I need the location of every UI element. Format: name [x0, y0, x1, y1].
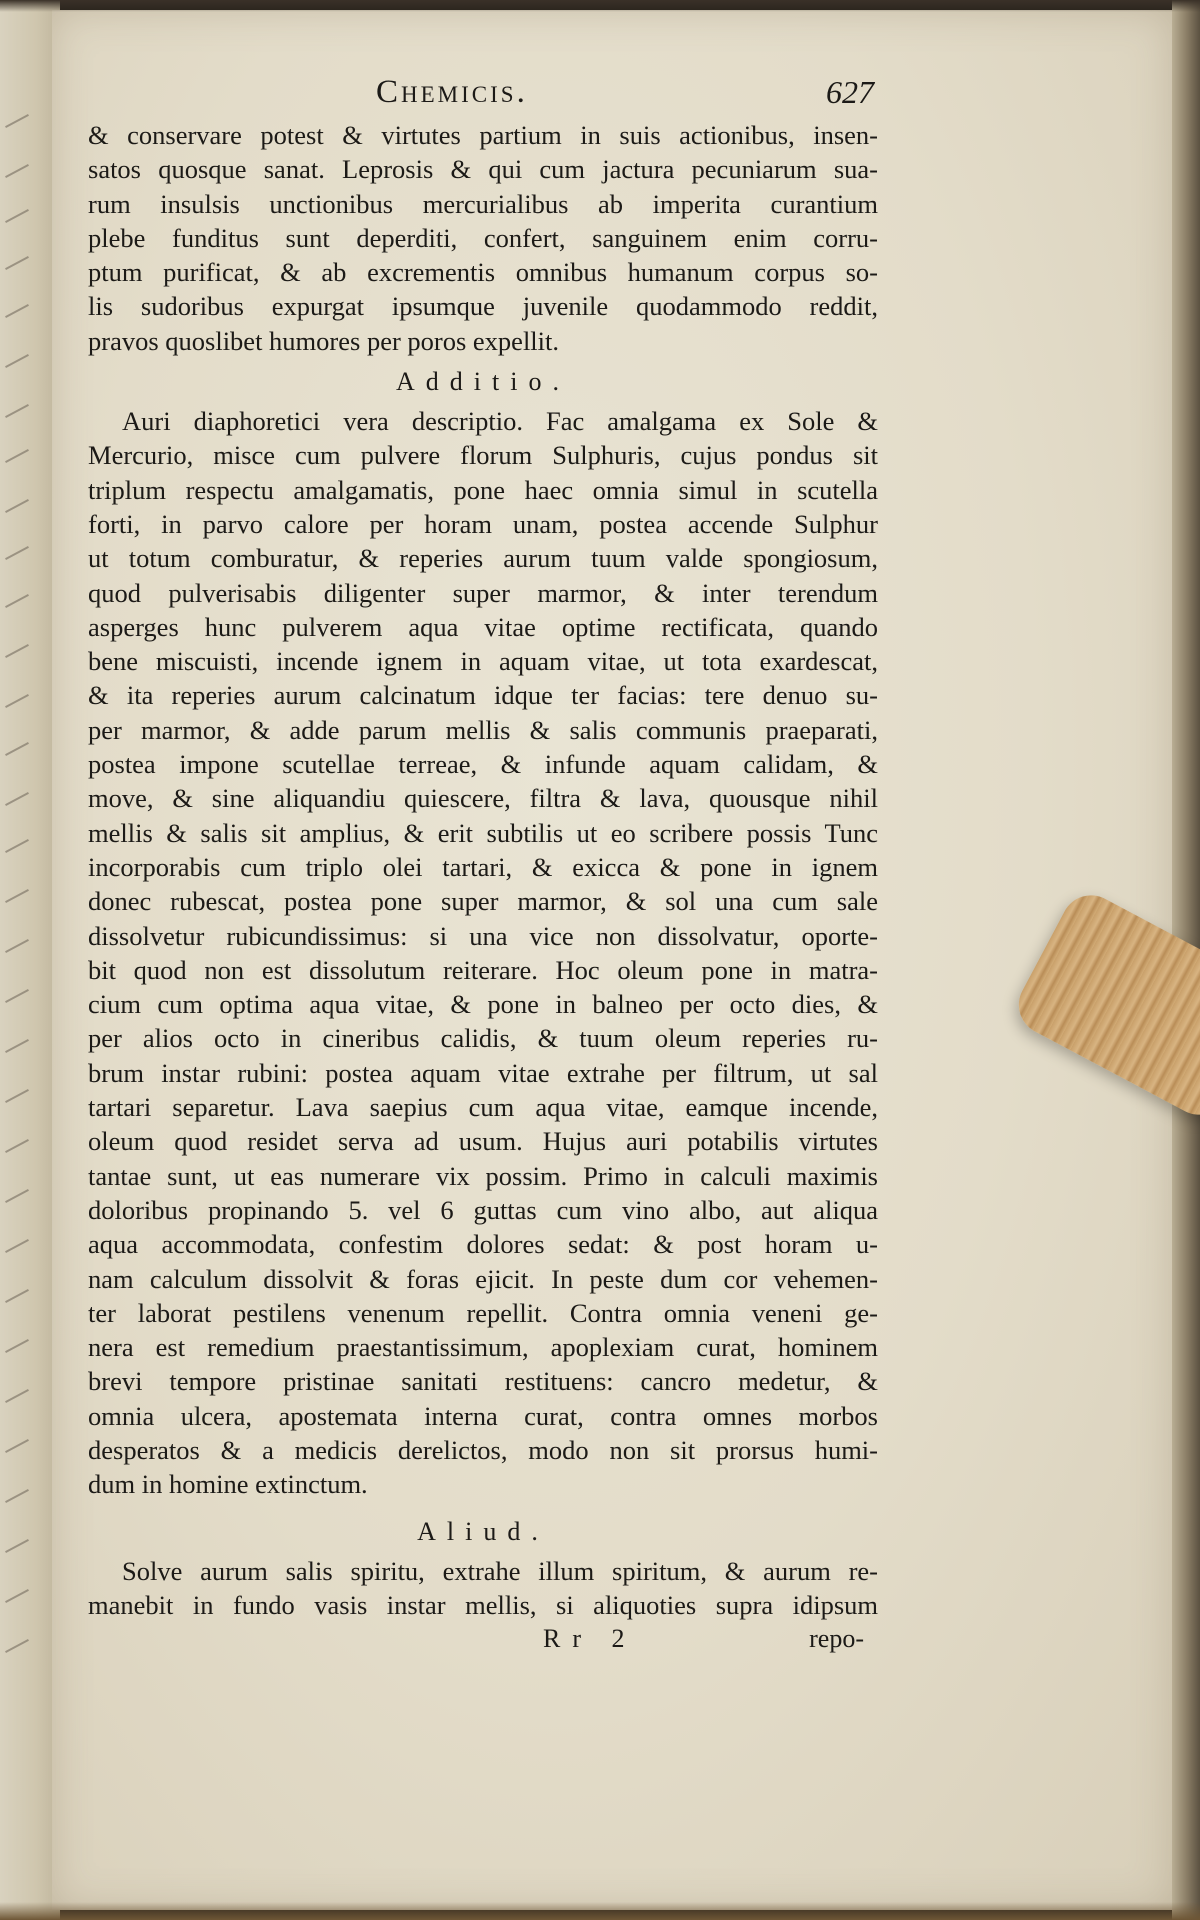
text-line: Auri diaphoretici vera descriptio. Fac amalgama ex Sole & — [122, 406, 878, 437]
top-shadow — [0, 0, 1200, 12]
text-line: mellis & salis sit amplius, & erit subtilis ut eo scribere possis Tunc — [88, 817, 878, 848]
bottom-shadow — [0, 1902, 1200, 1920]
text-line: plebe funditus sunt deperditi, confert, sanguinem enim corru- — [88, 222, 878, 253]
text-line: brevi tempore pristinae sanitati restituens: cancro medetur, & — [88, 1366, 878, 1397]
text-line: tartari separetur. Lava saepius cum aqua vitae, eamque incende, — [88, 1092, 878, 1123]
paragraph-3 — [88, 1554, 878, 1623]
text-line: forti, in parvo calore per horam unam, postea accende Sulphur — [88, 508, 878, 539]
text-line: Mercurio, misce cum pulvere florum Sulphuris, cujus pondus sit — [88, 440, 878, 471]
section-heading-additio: Additio. — [396, 367, 570, 397]
text-line: tantae sunt, ut eas numerare vix possim. Primo in calculi maximis — [88, 1160, 878, 1191]
text-line: rum insulsis unctionibus mercurialibus ab imperita curantium — [88, 188, 878, 219]
text-line: quod pulverisabis diligenter super marmor, & inter terendum — [88, 577, 878, 608]
text-line: oleum quod residet serva ad usum. Hujus auri potabilis virtutes — [88, 1126, 878, 1157]
printed-text — [88, 74, 878, 1658]
signature-mark: Rr 2 — [543, 1624, 637, 1654]
text-line: donec rubescat, postea pone super marmor, & sol una cum sale — [88, 886, 878, 917]
text-line: bene miscuisti, incende ignem in aquam vitae, ut tota exardescat, — [88, 646, 878, 677]
text-line: satos quosque sanat. Leprosis & qui cum jactura pecuniarum sua- — [88, 154, 878, 185]
text-line: lis sudoribus expurgat ipsumque juvenile quodammodo reddit, — [88, 291, 878, 322]
text-line: brum instar rubini: postea aquam vitae extrahe per filtrum, ut sal — [88, 1057, 878, 1088]
text-line: aqua accommodata, confestim dolores sedat: & post horam u- — [88, 1229, 878, 1260]
text-line: & conservare potest & virtutes partium in suis actionibus, insen- — [88, 120, 878, 150]
text-line: dum in homine extinctum. — [88, 1469, 368, 1500]
text-line: triplum respectu amalgamatis, pone haec omnia simul in scutella — [88, 474, 878, 505]
text-line: ter laborat pestilens venenum repellit. Contra omnia veneni ge- — [88, 1297, 878, 1328]
catchword: repo- — [809, 1624, 864, 1654]
text-line: pravos quoslibet humores per poros expellit. — [88, 325, 560, 356]
text-line: cium cum optima aqua vitae, & pone in balneo per octo dies, & — [88, 989, 878, 1020]
text-line: nera est remedium praestantissimum, apoplexiam curat, hominem — [88, 1332, 878, 1363]
text-line: nam calculum dissolvit & foras ejicit. In peste dum cor vehemen- — [88, 1263, 878, 1294]
text-line: per marmor, & adde parum mellis & salis communis praeparati, — [88, 714, 878, 745]
running-head-title: Chemicis. — [376, 74, 528, 110]
text-line: ut totum comburatur, & reperies aurum tuum valde spongiosum, — [88, 543, 878, 574]
page-number: 627 — [826, 74, 874, 110]
text-line: desperatos & a medicis derelictos, modo non sit prorsus humi- — [88, 1434, 878, 1465]
page-footer — [88, 1624, 878, 1658]
text-line: postea impone scutellae terreae, & infunde aquam calidam, & — [88, 749, 878, 780]
facing-page-edge — [0, 0, 60, 1920]
text-line: manebit in fundo vasis instar mellis, si aliquoties supra idipsum — [88, 1589, 878, 1620]
text-line: ptum purificat, & ab excrementis omnibus humanum corpus so- — [88, 257, 878, 288]
text-line: per alios octo in cineribus calidis, & tuum oleum reperies ru- — [88, 1023, 878, 1054]
running-head — [88, 74, 878, 118]
text-line: bit quod non est dissolutum reiterare. Hoc oleum pone in matra- — [88, 954, 878, 985]
text-line: asperges hunc pulverem aqua vitae optime rectificata, quando — [88, 611, 878, 642]
text-line: dissolvetur rubicundissimus: si una vice non dissolvatur, oporte- — [88, 920, 878, 951]
paragraph-2 — [88, 404, 878, 1502]
paragraph-1 — [88, 118, 878, 358]
text-line: move, & sine aliquandiu quiescere, filtra & lava, quousque nihil — [88, 783, 878, 814]
text-line: incorporabis cum triplo olei tartari, & exicca & pone in ignem — [88, 851, 878, 882]
text-line: omnia ulcera, apostemata interna curat, contra omnes morbos — [88, 1400, 878, 1431]
text-line: & ita reperies aurum calcinatum idque ter facias: tere denuo su- — [88, 680, 878, 711]
section-heading-aliud: Aliud. — [417, 1516, 549, 1546]
text-line: doloribus propinando 5. vel 6 guttas cum vino albo, aut aliqua — [88, 1194, 878, 1225]
text-line: Solve aurum salis spiritu, extrahe illum spiritum, & aurum re- — [122, 1555, 878, 1586]
